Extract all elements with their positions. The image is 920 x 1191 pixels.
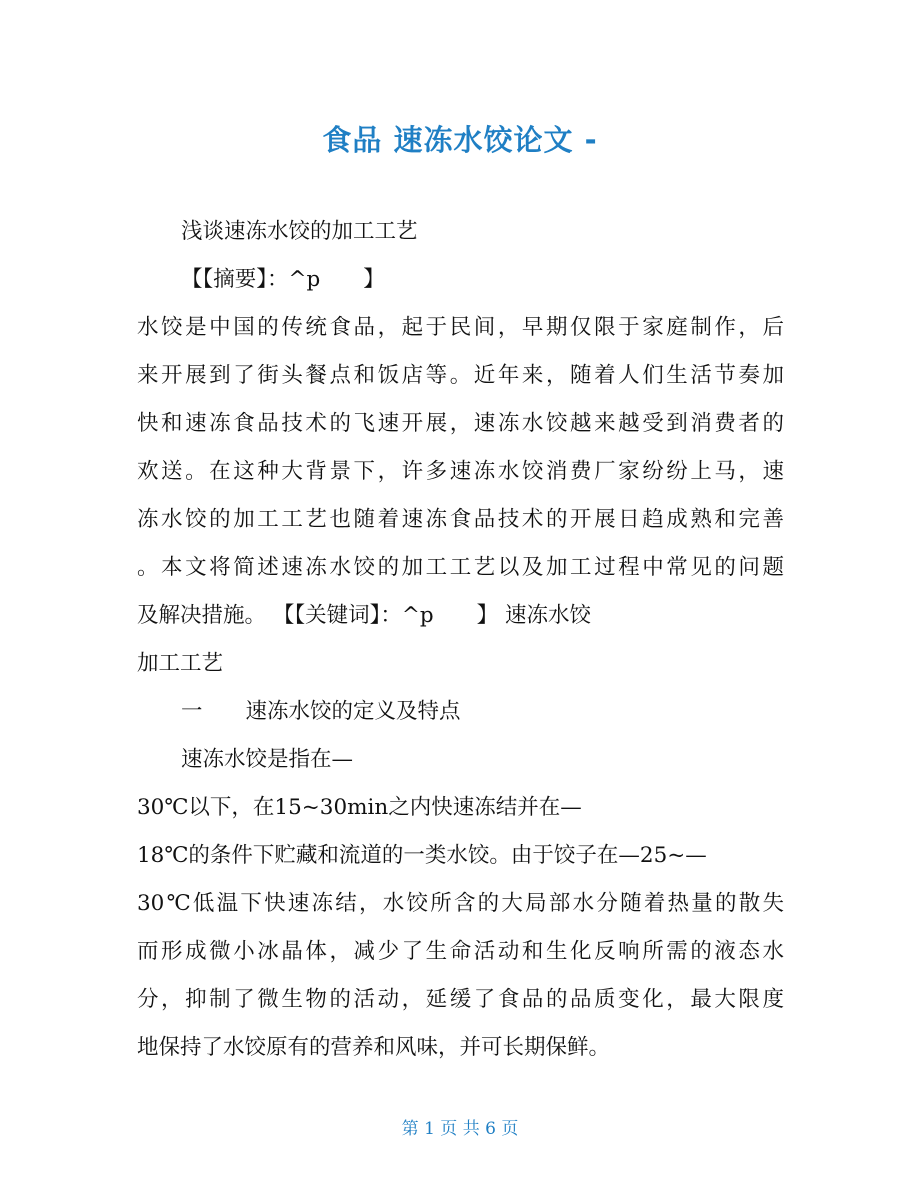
abstract-heading: 【【摘要】：^p 】	[181, 267, 385, 292]
paragraph-line: 地保持了水饺原有的营养和风味，并可长期保鲜。	[137, 1035, 611, 1060]
document-title: 食品 速冻水饺论文 -	[322, 123, 598, 157]
subtitle-line: 浅谈速冻水饺的加工工艺	[181, 219, 418, 244]
paragraph-line: 而形成微小冰晶体，减少了生命活动和生化反响所需的液态水	[137, 939, 784, 964]
paragraph-line: 速冻水饺是指在—	[181, 747, 354, 772]
paragraph-line: 快和速冻食品技术的飞速开展，速冻水饺越来越受到消费者的	[137, 411, 784, 436]
section-heading: 一 速冻水饺的定义及特点	[181, 699, 461, 724]
paragraph-line: 30℃以下，在15~30min之内快速冻结并在—	[137, 795, 582, 820]
paragraph-line: 冻水饺的加工工艺也随着速冻食品技术的开展日趋成熟和完善	[137, 507, 784, 532]
keywords-line: 及解决措施。 【【关键词】：^p 】 速冻水饺	[137, 603, 591, 628]
page-number-footer: 第 1 页 共 6 页	[401, 1119, 519, 1139]
paragraph-line: 30℃低温下快速冻结，水饺所含的大局部水分随着热量的散失	[137, 891, 784, 916]
paragraph-line: 水饺是中国的传统食品，起于民间，早期仅限于家庭制作，后	[137, 315, 784, 340]
paragraph-line: 18℃的条件下贮藏和流道的一类水饺。由于饺子在—25~—	[137, 843, 707, 868]
keywords-line: 加工工艺	[137, 651, 224, 676]
paragraph-line: 。本文将简述速冻水饺的加工工艺以及加工过程中常见的问题	[137, 555, 784, 580]
paragraph-line: 分，抑制了微生物的活动，延缓了食品的品质变化，最大限度	[137, 987, 784, 1012]
paragraph-line: 来开展到了街头餐点和饭店等。近年来，随着人们生活节奏加	[137, 363, 784, 388]
paragraph-line: 欢送。在这种大背景下，许多速冻水饺消费厂家纷纷上马，速	[137, 459, 784, 484]
